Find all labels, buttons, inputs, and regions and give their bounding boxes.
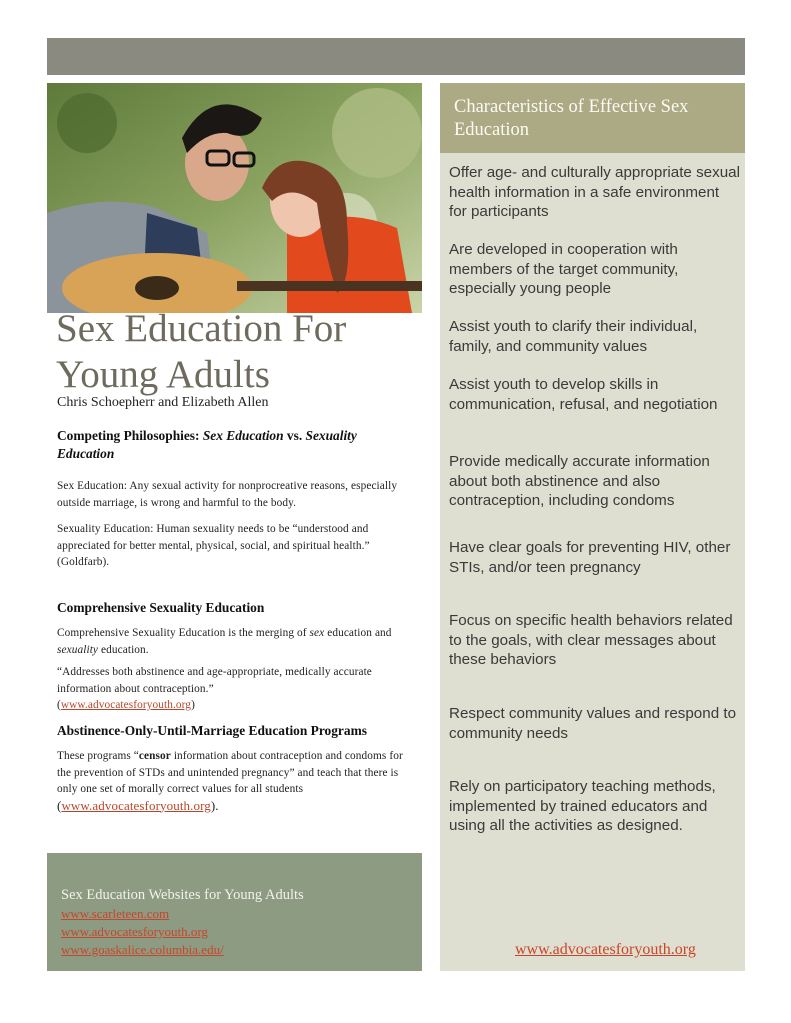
section-heading: Competing Philosophies: Sex Education vs. Sexuality Education xyxy=(57,428,357,461)
couple-with-guitar-photo xyxy=(47,83,422,313)
advocates-link[interactable]: www.advocatesforyouth.org xyxy=(61,797,211,813)
paragraph: Comprehensive Sexuality Education is the merging of sex education and sexuality education. xyxy=(57,627,392,656)
characteristic-item: Offer age- and culturally appropriate sexual health information in a safe environment for participants xyxy=(449,164,740,221)
section-competing-philosophies xyxy=(57,427,412,571)
paragraph: Sexuality Education: Human sexuality needs to be “understood and appreciated for better mental, physical, social, and spiritual health.” (Goldfarb). xyxy=(57,523,370,568)
footer-link[interactable]: www.advocatesforyouth.org xyxy=(515,941,696,958)
characteristic-item: Assist youth to develop skills in communication, refusal, and negotiation xyxy=(449,376,718,413)
paragraph: These programs “censor information about contraception and condoms for the prevention of STDs and unintended pregnancy” and teach that there is only one set of morally correct values for all students (www.advocatesforyouth.org). xyxy=(57,750,403,813)
authors: Chris Schoepherr and Elizabeth Allen xyxy=(57,395,269,410)
characteristic-item: Have clear goals for preventing HIV, other STIs, and/or teen pregnancy xyxy=(449,539,731,576)
characteristic-item: Focus on specific health behaviors related to the goals, with clear messages about these behaviors xyxy=(449,612,733,669)
advocates-link[interactable]: www.advocatesforyouth.org xyxy=(60,699,192,711)
link-scarleteen[interactable]: www.scarleteen.com xyxy=(61,906,170,921)
characteristic-item: Assist youth to clarify their individual, family, and community values xyxy=(449,318,698,355)
characteristic-item: Provide medically accurate information about both abstinence and also contraception, including condoms xyxy=(449,453,710,510)
characteristic-item: Rely on participatory teaching methods, implemented by trained educators and using all the activities as designed. xyxy=(449,778,716,835)
websites-box xyxy=(47,853,422,971)
section-heading: Comprehensive Sexuality Education xyxy=(57,600,265,615)
top-bar xyxy=(47,38,745,75)
page-title: Sex Education For Young Adults xyxy=(56,307,347,396)
link-advocatesforyouth[interactable]: www.advocatesforyouth.org xyxy=(61,924,208,939)
paragraph: Sex Education: Any sexual activity for nonprocreative reasons, especially outside marriage, is wrong and harmful to the body. xyxy=(57,480,398,509)
section-abstinence-only xyxy=(57,722,412,815)
section-comprehensive xyxy=(57,599,412,714)
paragraph: “Addresses both abstinence and age-appropriate, medically accurate information about contraception.” (www.advocatesforyouth.org) xyxy=(57,666,372,711)
characteristic-item: Are developed in cooperation with members of the target community, especially young people xyxy=(449,241,679,298)
characteristics-header: Characteristics of Effective Sex Education xyxy=(440,83,745,153)
websites-title: Sex Education Websites for Young Adults xyxy=(61,887,304,903)
link-goaskalice[interactable]: www.goaskalice.columbia.edu/ xyxy=(61,942,224,957)
section-heading: Abstinence-Only-Until-Marriage Education Programs xyxy=(57,723,367,738)
characteristic-item: Respect community values and respond to community needs xyxy=(449,705,737,742)
